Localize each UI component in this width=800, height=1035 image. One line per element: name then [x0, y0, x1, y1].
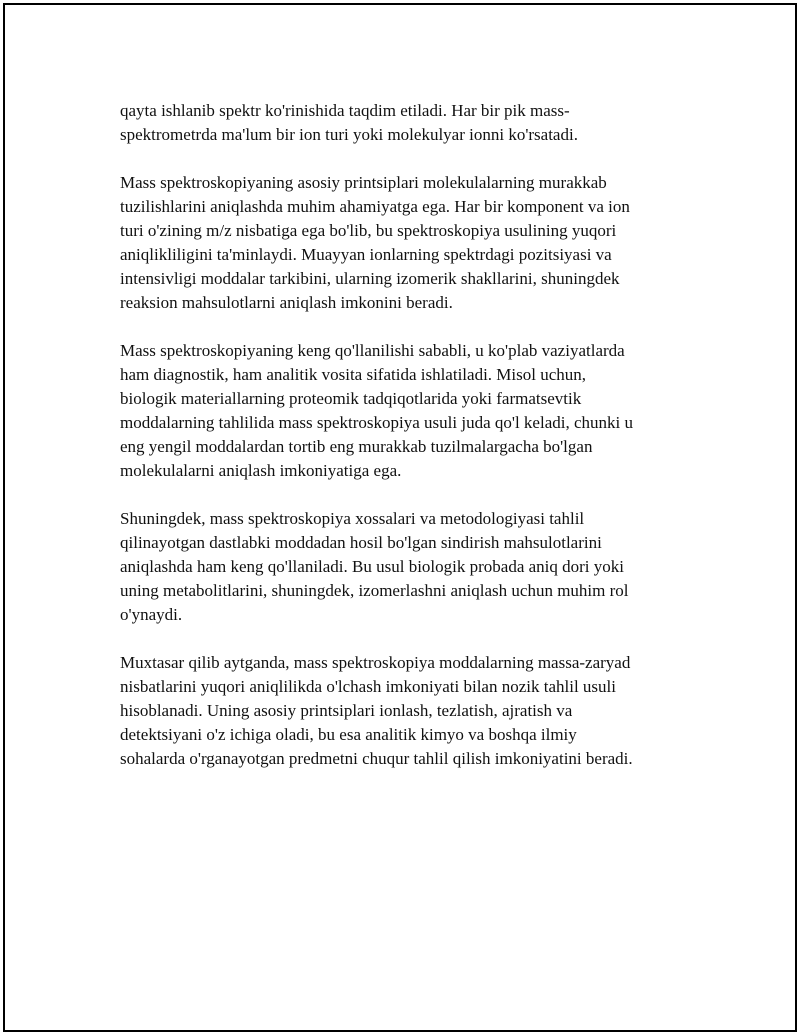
- text-line: ham diagnostik, ham analitik vosita sifatida ishlatiladi. Misol uchun,: [120, 365, 587, 384]
- text-line: qayta ishlanib spektr ko'rinishida taqdim etiladi. Har bir pik mass-: [120, 101, 570, 120]
- paragraph-3: [120, 339, 690, 483]
- document-body: [120, 99, 690, 795]
- text-line: nisbatlarini yuqori aniqlilikda o'lchash imkoniyati bilan nozik tahlil usuli: [120, 677, 616, 696]
- text-line: uning metabolitlarini, shuningdek, izomerlashni aniqlash uchun muhim rol: [120, 581, 629, 600]
- text-line: Mass spektroskopiyaning keng qo'llanilishi sababli, u ko'plab vaziyatlarda: [120, 341, 625, 360]
- paragraph-1: [120, 99, 690, 147]
- text-line: detektsiyani o'z ichiga oladi, bu esa analitik kimyo va boshqa ilmiy: [120, 725, 577, 744]
- text-line: aniqlashda ham keng qo'llaniladi. Bu usul biologik probada aniq dori yoki: [120, 557, 625, 576]
- text-line: Muxtasar qilib aytganda, mass spektroskopiya moddalarning massa-zaryad: [120, 653, 631, 672]
- text-line: aniqlikliligini ta'minlaydi. Muayyan ionlarning spektrdagi pozitsiyasi va: [120, 245, 612, 264]
- text-line: turi o'zining m/z nisbatiga ega bo'lib, bu spektroskopiya usulining yuqori: [120, 221, 617, 240]
- text-line: Mass spektroskopiyaning asosiy printsiplari molekulalarning murakkab: [120, 173, 607, 192]
- paragraph-2: [120, 171, 690, 315]
- text-line: spektrometrda ma'lum bir ion turi yoki molekulyar ionni ko'rsatadi.: [120, 125, 578, 144]
- text-line: biologik materiallarning proteomik tadqiqotlarida yoki farmatsevtik: [120, 389, 582, 408]
- text-line: intensivligi moddalar tarkibini, ularning izomerik shakllarini, shuningdek: [120, 269, 620, 288]
- text-line: o'ynaydi.: [120, 605, 183, 624]
- document-page: [3, 3, 797, 1032]
- paragraph-5: [120, 651, 690, 771]
- text-line: eng yengil moddalardan tortib eng murakkab tuzilmalargacha bo'lgan: [120, 437, 593, 456]
- text-line: Shuningdek, mass spektroskopiya xossalari va metodologiyasi tahlil: [120, 509, 585, 528]
- text-line: sohalarda o'rganayotgan predmetni chuqur tahlil qilish imkoniyatini beradi.: [120, 749, 633, 768]
- text-line: tuzilishlarini aniqlashda muhim ahamiyatga ega. Har bir komponent va ion: [120, 197, 630, 216]
- paragraph-4: [120, 507, 690, 627]
- text-line: reaksion mahsulotlarni aniqlash imkonini beradi.: [120, 293, 453, 312]
- text-line: moddalarning tahlilida mass spektroskopiya usuli juda qo'l keladi, chunki u: [120, 413, 633, 432]
- text-line: molekulalarni aniqlash imkoniyatiga ega.: [120, 461, 402, 480]
- text-line: hisoblanadi. Uning asosiy printsiplari ionlash, tezlatish, ajratish va: [120, 701, 573, 720]
- text-line: qilinayotgan dastlabki moddadan hosil bo'lgan sindirish mahsulotlarini: [120, 533, 602, 552]
